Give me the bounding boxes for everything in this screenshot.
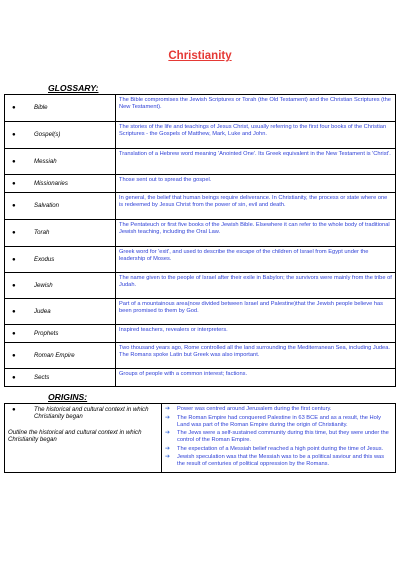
bullet-icon: ● [12, 131, 16, 139]
glossary-term-cell [5, 247, 116, 273]
glossary-row [5, 247, 396, 273]
glossary-row [5, 369, 396, 387]
origins-row [5, 404, 396, 473]
glossary-term: Torah [34, 229, 50, 237]
glossary-row [5, 325, 396, 343]
bullet-icon: ● [12, 104, 16, 112]
glossary-definition: Inspired teachers, revealers or interpreters. [116, 325, 396, 343]
origins-question-cell [5, 404, 162, 473]
bullet-icon: ● [12, 255, 16, 263]
origins-question [8, 406, 158, 421]
glossary-term-cell [5, 369, 116, 387]
arrow-icon: ➔ [165, 414, 171, 421]
origins-point-text: The Roman Empire had conquered Palestine in 63 BCE and as a result, the Holy Land was part of the Roman Empire during the origin of Christianity. [177, 414, 381, 428]
glossary-term-cell [5, 299, 116, 325]
bullet-icon: ● [12, 406, 16, 413]
origins-heading: ORIGINS: [48, 392, 88, 402]
glossary-row [5, 175, 396, 193]
glossary-term: Prophets [34, 329, 59, 337]
glossary-row [5, 95, 396, 122]
glossary-term-cell [5, 343, 116, 369]
glossary-row [5, 193, 396, 220]
glossary-table [4, 94, 396, 387]
arrow-icon: ➔ [165, 406, 171, 412]
glossary-term-cell [5, 273, 116, 299]
glossary-term: Salvation [34, 202, 60, 210]
glossary-definition: Those sent out to spread the gospel. [116, 175, 396, 193]
arrow-icon: ➔ [165, 454, 171, 461]
glossary-definition: Two thousand years ago, Rome controlled all the land surrounding the Mediterranean Sea, including Judea. The Romans spoke Latin but Greek was also important. [116, 343, 396, 369]
glossary-term-cell [5, 325, 116, 343]
glossary-term: Missionaries [34, 179, 68, 187]
glossary-definition: Greek word for 'exit', and used to describe the escape of the children of Israel from Egypt under the leadership of Moses. [116, 247, 396, 273]
glossary-definition: The name given to the people of Israel after their exile in Babylon; the survivors were mainly from the tribe of Judah. [116, 273, 396, 299]
origins-question-text: The historical and cultural context in which Christianity began [34, 406, 149, 421]
glossary-definition: Part of a mountainous area(now divided between Israel and Palestine)that the Jewish people believe has been promised to them by God. [116, 299, 396, 325]
glossary-term-cell [5, 149, 116, 175]
origins-point-text: The expectation of a Messiah belief reached a high point during the time of Jesus. [177, 445, 384, 452]
bullet-icon: ● [12, 179, 16, 187]
origins-point-text: Power was centred around Jerusalem during the first century. [177, 406, 332, 412]
glossary-definition: The Bible compromises the Jewish Scriptures or Torah (the Old Testament) and the Christian Scriptures (the New Testament). [116, 95, 396, 122]
page-title: Christianity [168, 50, 232, 62]
origins-point [165, 415, 392, 429]
glossary-heading: GLOSSARY: [48, 83, 99, 93]
glossary-row [5, 149, 396, 175]
glossary-term: Bible [34, 104, 48, 112]
glossary-definition: Groups of people with a common interest; factions. [116, 369, 396, 387]
glossary-term: Messiah [34, 157, 57, 165]
glossary-term-cell [5, 220, 116, 247]
origins-point-text: Jewish speculation was that the Messiah was to be a political saviour and this was the result of centuries of political oppression by the Romans. [177, 454, 385, 468]
glossary-term-cell [5, 95, 116, 122]
origins-point [165, 454, 392, 468]
glossary-row [5, 343, 396, 369]
arrow-icon: ➔ [165, 430, 171, 437]
bullet-icon: ● [12, 281, 16, 289]
origins-point [165, 430, 392, 444]
bullet-icon: ● [12, 351, 16, 359]
glossary-term: Gospel(s) [34, 131, 61, 139]
origins-point-text: The Jews were a self-sustained community during this time, but they were under the control of the Roman Empire. [177, 430, 389, 444]
origins-points-list [165, 406, 392, 468]
glossary-row [5, 273, 396, 299]
glossary-row [5, 220, 396, 247]
origins-instruction: Outline the historical and cultural context in which Christianity began [8, 428, 142, 444]
glossary-definition: The stories of the life and teachings of Jesus Christ, usually referring to the first four books of the Christian Scriptures - the Gospels of Matthew, Mark, Luke and John. [116, 122, 396, 149]
bullet-icon: ● [12, 202, 16, 210]
glossary-definition: In general, the belief that human beings require deliverance. In Christianity, the process or state where one is redeemed by Jesus Christ from the power of sin, evil and death. [116, 193, 396, 220]
bullet-icon: ● [12, 373, 16, 381]
glossary-term: Exodus [34, 255, 55, 263]
origins-table [4, 403, 396, 473]
glossary-term-cell [5, 175, 116, 193]
glossary-term-cell [5, 122, 116, 149]
glossary-definition: Translation of a Hebrew word meaning 'Anointed One'. Its Greek equivalent in the New Testament is 'Christ'. [116, 149, 396, 175]
glossary-term: Roman Empire [34, 351, 75, 359]
bullet-icon: ● [12, 307, 16, 315]
origins-points-cell [162, 404, 396, 473]
glossary-term: Jewish [34, 281, 53, 289]
origins-point [165, 446, 392, 453]
bullet-icon: ● [12, 229, 16, 237]
arrow-icon: ➔ [165, 445, 171, 452]
glossary-row [5, 122, 396, 149]
bullet-icon: ● [12, 329, 16, 337]
origins-point [165, 406, 392, 413]
bullet-icon: ● [12, 157, 16, 165]
glossary-term-cell [5, 193, 116, 220]
glossary-term: Sects [34, 373, 50, 381]
glossary-row [5, 299, 396, 325]
glossary-definition: The Pentateuch or first five books of the Jewish Bible. Elsewhere it can refer to the whole body of traditional Jewish teaching, including the Oral Law. [116, 220, 396, 247]
glossary-term: Judea [34, 307, 51, 315]
